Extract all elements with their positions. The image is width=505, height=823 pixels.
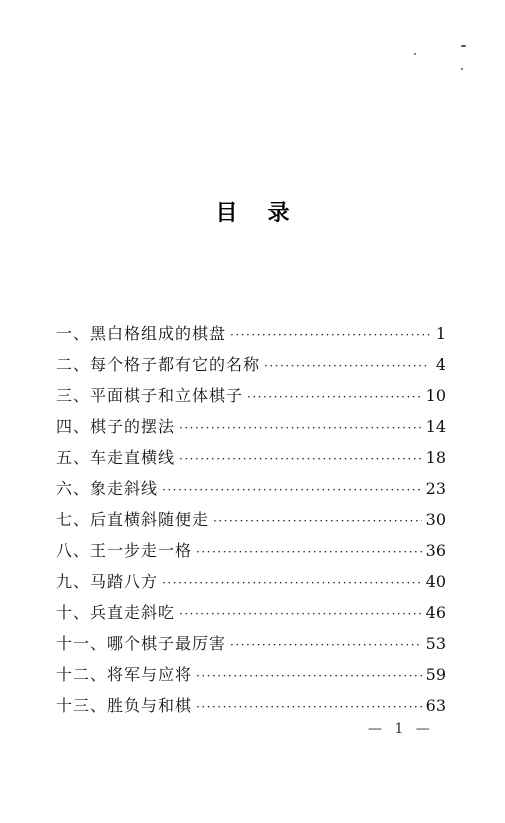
scan-speck	[414, 53, 416, 55]
toc-item-label: 一、黑白格组成的棋盘	[56, 324, 227, 343]
toc-item[interactable]	[56, 659, 446, 690]
toc-item-page: 63	[425, 696, 446, 715]
toc-item-page: 10	[425, 386, 446, 405]
toc-item-page: 1	[435, 324, 446, 343]
toc-item-label: 十一、哪个棋子最厉害	[56, 634, 227, 653]
toc-item[interactable]	[56, 442, 446, 473]
toc-item[interactable]	[56, 380, 446, 411]
dot-leader	[196, 537, 422, 568]
dot-leader	[196, 692, 422, 723]
dot-leader	[179, 599, 422, 630]
toc-item-page: 40	[425, 572, 446, 591]
toc-item-label: 十二、将军与应将	[56, 665, 193, 684]
toc-item[interactable]	[56, 535, 446, 566]
toc-item-label: 十、兵直走斜吃	[56, 603, 176, 622]
toc-item-label: 二、每个格子都有它的名称	[56, 355, 261, 374]
toc-item[interactable]	[56, 473, 446, 504]
toc-item-page: 36	[425, 541, 446, 560]
toc-item-page: 18	[425, 448, 446, 467]
toc-item[interactable]	[56, 628, 446, 659]
toc-item-label: 四、棋子的摆法	[56, 417, 176, 436]
toc-item-label: 五、车走直横线	[56, 448, 176, 467]
toc-item-label: 六、象走斜线	[56, 479, 159, 498]
toc-item-page: 14	[425, 417, 446, 436]
toc-item-label: 十三、胜负与和棋	[56, 696, 193, 715]
dot-leader	[179, 413, 422, 444]
toc-item-page: 53	[425, 634, 446, 653]
dot-leader	[213, 506, 422, 537]
dot-leader	[162, 568, 422, 599]
toc-item[interactable]	[56, 318, 446, 349]
toc-item-page: 46	[425, 603, 446, 622]
dot-leader	[196, 661, 422, 692]
scan-speck	[461, 45, 466, 47]
toc-item-label: 三、平面棋子和立体棋子	[56, 386, 244, 405]
dot-leader	[162, 475, 422, 506]
dot-leader	[230, 320, 430, 351]
toc-item[interactable]	[56, 566, 446, 597]
scan-speck	[461, 68, 463, 70]
page-number: — 1 —	[368, 721, 434, 737]
toc-item[interactable]	[56, 504, 446, 535]
page-title: 目录	[215, 201, 320, 226]
toc-item[interactable]	[56, 597, 446, 628]
dot-leader	[247, 382, 422, 413]
dot-leader	[179, 444, 422, 475]
toc-item-label: 七、后直横斜随便走	[56, 510, 210, 529]
toc-item-page: 23	[425, 479, 446, 498]
toc-item-page: 59	[425, 665, 446, 684]
table-of-contents	[56, 318, 446, 721]
toc-item-label: 八、王一步走一格	[56, 541, 193, 560]
toc-item[interactable]	[56, 690, 446, 721]
dot-leader	[230, 630, 422, 661]
toc-item-page: 4	[435, 355, 446, 374]
toc-item-label: 九、马踏八方	[56, 572, 159, 591]
toc-item[interactable]	[56, 411, 446, 442]
dot-leader	[264, 351, 430, 382]
toc-item-page: 30	[425, 510, 446, 529]
toc-item[interactable]	[56, 349, 446, 380]
